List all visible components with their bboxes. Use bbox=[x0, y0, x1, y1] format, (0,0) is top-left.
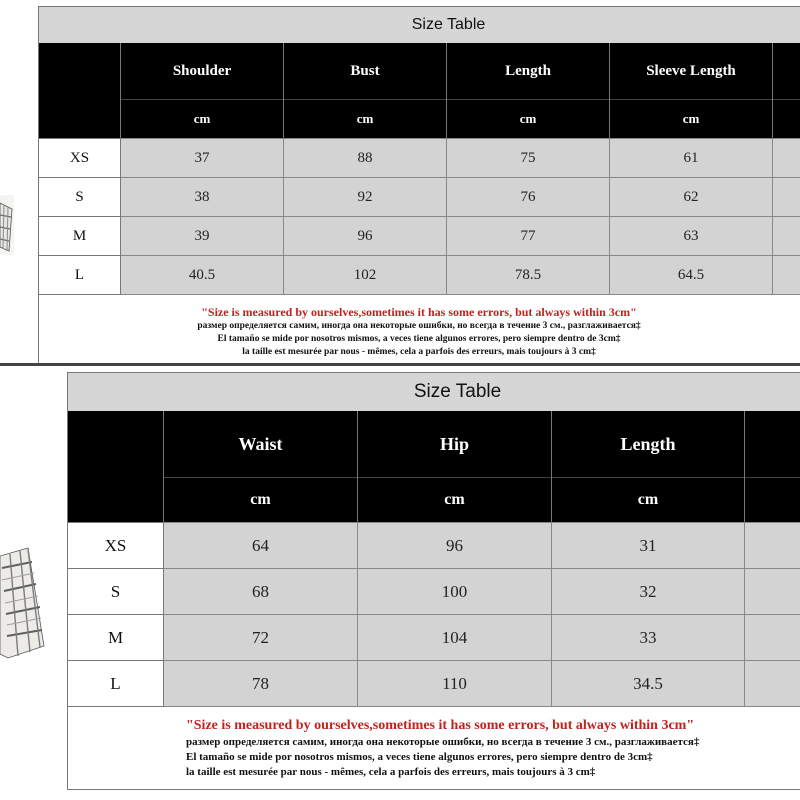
value-cell: 31 bbox=[552, 523, 745, 569]
table-row bbox=[68, 661, 800, 707]
value-cell: 110 bbox=[358, 661, 552, 707]
value-cell: 64 bbox=[164, 523, 358, 569]
value-cell: 102 bbox=[284, 256, 447, 295]
unit-cell-cut-off bbox=[745, 478, 800, 523]
table-row bbox=[68, 569, 800, 615]
value-cell: 40.5 bbox=[121, 256, 284, 295]
note-french: la taille est mesurée par nous - mêmes, cela a parfois des erreurs, mais toujours à 3 cm‡ bbox=[186, 765, 596, 778]
note-spanish: El tamaño se mide por nosotros mismos, a veces tiene algunos errores, pero siempre dentro de 3cm‡ bbox=[217, 333, 621, 344]
column-header-bust: Bust bbox=[284, 43, 447, 100]
unit-cell: cm bbox=[358, 478, 552, 523]
top-size-chart-panel bbox=[0, 0, 800, 364]
unit-cell: cm bbox=[610, 100, 773, 139]
value-cell-cut-off bbox=[745, 615, 800, 661]
value-cell: 78.5 bbox=[447, 256, 610, 295]
value-cell: 96 bbox=[284, 217, 447, 256]
value-cell: 76 bbox=[447, 178, 610, 217]
value-cell-cut-off bbox=[745, 569, 800, 615]
unit-cell: cm bbox=[284, 100, 447, 139]
size-label: S bbox=[68, 569, 164, 615]
value-cell-cut-off bbox=[773, 217, 800, 256]
bottom-size-table bbox=[67, 372, 800, 790]
value-cell: 100 bbox=[358, 569, 552, 615]
note-russian: размер определяется самим, иногда она некоторые ошибки, но всегда в течение 3 см., разглаживается‡ bbox=[197, 320, 641, 331]
value-cell-cut-off bbox=[745, 661, 800, 707]
column-header-length: Length bbox=[552, 411, 745, 478]
size-label: M bbox=[39, 217, 121, 256]
column-header-cut-off bbox=[773, 43, 800, 100]
note-english: "Size is measured by ourselves,sometimes it has some errors, but always within 3cm" bbox=[201, 304, 637, 319]
table-row bbox=[68, 523, 800, 569]
note-french: la taille est mesurée par nous - mêmes, cela a parfois des erreurs, mais toujours à 3 cm‡ bbox=[242, 346, 596, 357]
value-cell: 33 bbox=[552, 615, 745, 661]
note-spanish: El tamaño se mide por nosotros mismos, a veces tiene algunos errores, pero siempre dentro de 3cm‡ bbox=[186, 750, 653, 763]
column-header-hip: Hip bbox=[358, 411, 552, 478]
value-cell: 92 bbox=[284, 178, 447, 217]
size-label: M bbox=[68, 615, 164, 661]
value-cell: 72 bbox=[164, 615, 358, 661]
unit-cell: cm bbox=[447, 100, 610, 139]
value-cell: 64.5 bbox=[610, 256, 773, 295]
size-label: L bbox=[39, 256, 121, 295]
note-russian: размер определяется самим, иногда она некоторые ошибки, но всегда в течение 3 см., разглаживается‡ bbox=[186, 735, 700, 748]
unit-cell: cm bbox=[164, 478, 358, 523]
table-title: Size Table bbox=[39, 7, 800, 44]
value-cell: 32 bbox=[552, 569, 745, 615]
garment-thumbnail-bottom bbox=[0, 546, 50, 666]
size-label: XS bbox=[39, 139, 121, 178]
value-cell-cut-off bbox=[773, 139, 800, 178]
value-cell: 39 bbox=[121, 217, 284, 256]
column-header-length: Length bbox=[447, 43, 610, 100]
value-cell: 77 bbox=[447, 217, 610, 256]
value-cell: 78 bbox=[164, 661, 358, 707]
table-row bbox=[39, 217, 800, 256]
table-row bbox=[68, 615, 800, 661]
table-row bbox=[39, 256, 800, 295]
size-label: S bbox=[39, 178, 121, 217]
value-cell: 62 bbox=[610, 178, 773, 217]
column-header-waist: Waist bbox=[164, 411, 358, 478]
value-cell: 34.5 bbox=[552, 661, 745, 707]
value-cell-cut-off bbox=[745, 523, 800, 569]
unit-cell-cut-off bbox=[773, 100, 800, 139]
corner-cell bbox=[39, 43, 121, 139]
value-cell: 75 bbox=[447, 139, 610, 178]
unit-cell: cm bbox=[121, 100, 284, 139]
column-header-shoulder: Shoulder bbox=[121, 43, 284, 100]
value-cell: 68 bbox=[164, 569, 358, 615]
value-cell: 38 bbox=[121, 178, 284, 217]
column-header-sleeve-length: Sleeve Length bbox=[610, 43, 773, 100]
garment-thumbnail-top bbox=[0, 195, 14, 255]
value-cell: 88 bbox=[284, 139, 447, 178]
value-cell: 63 bbox=[610, 217, 773, 256]
value-cell: 104 bbox=[358, 615, 552, 661]
value-cell-cut-off bbox=[773, 256, 800, 295]
unit-cell: cm bbox=[552, 478, 745, 523]
value-cell: 37 bbox=[121, 139, 284, 178]
note-english: "Size is measured by ourselves,sometimes it has some errors, but always within 3cm" bbox=[186, 717, 695, 733]
corner-cell bbox=[68, 411, 164, 523]
value-cell-cut-off bbox=[773, 178, 800, 217]
table-row bbox=[39, 139, 800, 178]
measurement-note bbox=[68, 707, 800, 790]
table-title: Size Table bbox=[68, 373, 800, 412]
size-label: L bbox=[68, 661, 164, 707]
column-header-cut-off bbox=[745, 411, 800, 478]
size-label: XS bbox=[68, 523, 164, 569]
bottom-size-chart-panel bbox=[0, 366, 800, 800]
value-cell: 96 bbox=[358, 523, 552, 569]
value-cell: 61 bbox=[610, 139, 773, 178]
top-size-table bbox=[38, 6, 800, 364]
measurement-note bbox=[39, 295, 800, 365]
table-row bbox=[39, 178, 800, 217]
